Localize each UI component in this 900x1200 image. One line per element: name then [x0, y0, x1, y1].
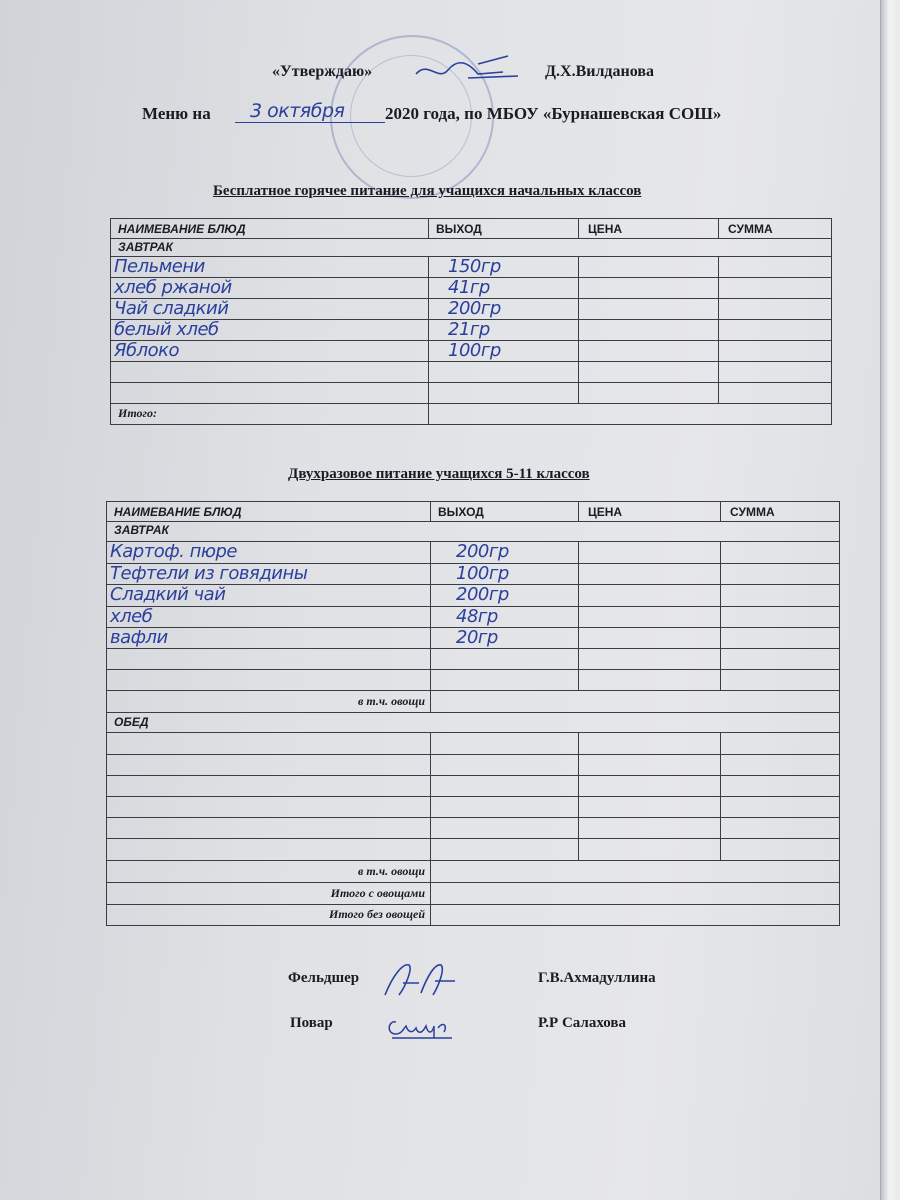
menu-suffix: 2020 года, по МБОУ «Бурнашевская СОШ» [385, 104, 722, 123]
table1-row-name: Чай сладкий [114, 298, 229, 319]
table1-row-output: 100гр [448, 340, 501, 361]
table2-row-name: Картоф. пюре [110, 541, 237, 562]
table1-row-output: 150гр [448, 256, 501, 277]
table1-col-sum: СУММА [728, 222, 773, 236]
table1-row-output: 41гр [448, 277, 490, 298]
table2-row-output: 200гр [456, 541, 509, 562]
table2-col-name: НАИМЕВАНИЕ БЛЮД [114, 505, 242, 519]
table2-veg-label: в т.ч. овощи [357, 864, 425, 878]
table2-veg-label: в т.ч. овощи [357, 694, 425, 708]
table1-col-output: ВЫХОД [436, 222, 482, 236]
table2-total-without-veg: Итого без овощей [329, 907, 425, 921]
table1-title: Бесплатное горячее питание для учащихся начальных классов [213, 183, 642, 199]
cook-signature [382, 1008, 462, 1044]
cook-name: Р.Р Салахова [538, 1015, 626, 1031]
date-underline [235, 122, 385, 123]
approve-label: «Утверждаю» [272, 63, 373, 80]
table1-col-name: НАИМЕВАНИЕ БЛЮД [118, 222, 246, 236]
medic-role: Фельдшер [288, 970, 360, 986]
menu-prefix: Меню на [142, 104, 211, 123]
table2-section-breakfast: ЗАВТРАК [114, 523, 169, 537]
table1-row-name: Пельмени [114, 256, 205, 277]
table2-col-price: ЦЕНА [588, 505, 623, 519]
table1-row-name: хлеб ржаной [114, 277, 232, 298]
table2-row-output: 20гр [456, 627, 498, 648]
medic-name: Г.В.Ахмадуллина [538, 970, 656, 986]
table2-col-output: ВЫХОД [438, 505, 484, 519]
table2-row-output: 200гр [456, 584, 509, 605]
menu-date: 3 октября [250, 100, 345, 122]
table2-title: Двухразовое питание учащихся 5-11 классов [288, 466, 590, 482]
table2-row-name: Тефтели из говядины [110, 563, 308, 584]
table2-row-name: Сладкий чай [110, 584, 226, 605]
director-name: Д.Х.Вилданова [545, 63, 654, 80]
table1-section-breakfast: ЗАВТРАК [118, 240, 173, 254]
medic-signature [375, 955, 465, 1005]
table2-row-output: 100гр [456, 563, 509, 584]
paper-stack-edge [880, 0, 900, 1200]
table1-row-name: Яблоко [114, 340, 180, 361]
table2-col-sum: СУММА [730, 505, 775, 519]
table1-col-price: ЦЕНА [588, 222, 623, 236]
table1-row-name: белый хлеб [114, 319, 219, 340]
table1-row-output: 200гр [448, 298, 501, 319]
cook-role: Повар [290, 1015, 333, 1031]
table1-row-output: 21гр [448, 319, 490, 340]
table2-row-output: 48гр [456, 606, 498, 627]
table2-total-with-veg: Итого с овощами [330, 886, 425, 900]
table1-total-label: Итого: [118, 406, 157, 420]
director-signature [408, 52, 528, 92]
table2-section-lunch: ОБЕД [114, 715, 149, 729]
table2-row-name: хлеб [110, 606, 153, 627]
table2-row-name: вафли [110, 627, 168, 648]
